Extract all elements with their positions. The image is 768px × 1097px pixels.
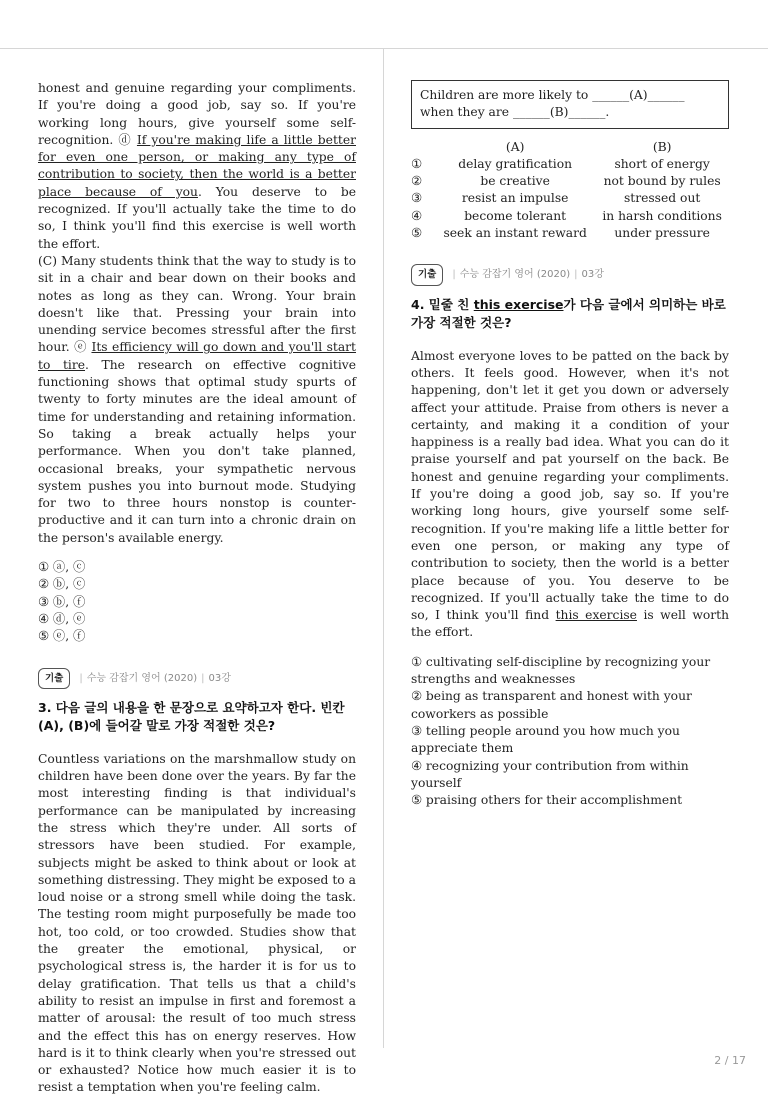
choice-row[interactable]: ④ become tolerant in harsh conditions: [411, 208, 722, 223]
lesson-code: 03강: [581, 269, 604, 281]
answer-option[interactable]: ③ ⓑ, ⓕ: [38, 594, 86, 609]
answer-options-q2: [38, 559, 356, 645]
answer-option[interactable]: ③ telling people around you how much you appreciate them: [411, 723, 680, 756]
q3-source-row: 기출 | 수능 감잡기 영어 (2020) | 03강: [38, 668, 356, 689]
question-3-title: 3. 다음 글의 내용을 한 문장으로 요약하고자 한다. 빈칸 (A), (B)에 들어갈 말로 가장 적절한 것은?: [38, 699, 345, 733]
choice-row[interactable]: ① delay gratification short of energy: [411, 156, 710, 171]
summary-box: Children are more likely to ______(A)______ when they are ______(B)______.: [411, 80, 729, 129]
passage-paragraph-c: (C) Many students think that the way to study is to sit in a chair and bear down on their books and notes as long as they can. Wrong. Your brain doesn't like that. Pressing your brain into unending service becomes stressful after the first hour. ⓔ Its efficiency will go down and you'll start to tire. The research on effective cognitive functioning shows that optimal study spurts of twenty to forty minutes are the ideal amount of time for understanding and retaining information. So taking a break actually helps your performance. When you don't take planned, occasional breaks, your sympathetic nervous system pushes you into burnout mode. Studying for two to three hours nonstop is counter-productive and it can turn into a chronic drain on the person's available energy.: [38, 253, 356, 545]
underlined-e: Its efficiency will go down and you'll start to tire: [38, 340, 356, 372]
answer-option[interactable]: ② being as transparent and honest with your coworkers as possible: [411, 689, 692, 721]
passage-continued-paragraph: honest and genuine regarding your compliments. If you're doing a good job, say so. If you're working long hours, give yourself some self-recognition. ⓓ If you're making life a little better for even one person, or making any type of contribution to society, then the world is a better place because of you. You deserve to be recognized. If you'll actually take the time to do so, I think you'll find this exercise is well worth the effort.: [38, 81, 356, 251]
choices-header: (A) (B): [505, 139, 672, 154]
left-column: [38, 80, 356, 1097]
page-number: 2 / 17: [714, 1054, 746, 1067]
answer-option[interactable]: ⑤ praising others for their accomplishment: [411, 793, 683, 808]
header-rule: [0, 48, 768, 49]
past-exam-badge: 기출: [38, 668, 70, 689]
answer-option[interactable]: ④ ⓓ, ⓔ: [38, 611, 86, 626]
past-exam-badge: 기출: [411, 264, 443, 285]
column-divider: [383, 48, 384, 1048]
source-label: 수능 감잡기 영어 (2020): [86, 672, 198, 684]
answer-options-q4: [411, 654, 729, 810]
right-column: [411, 80, 729, 809]
answer-option[interactable]: ① cultivating self-discipline by recognizing your strengths and weaknesses: [411, 654, 711, 687]
question-4-title: 4. 밑줄 친 this exercise가 다음 글에서 의미하는 바로 가장 적절한 것은?: [411, 296, 726, 330]
choice-row[interactable]: ③ resist an impulse stressed out: [411, 191, 701, 206]
answer-option[interactable]: ⑤ ⓔ, ⓕ: [38, 629, 86, 644]
answer-option[interactable]: ④ recognizing your contribution from within yourself: [411, 758, 689, 790]
choice-row[interactable]: ② be creative not bound by rules: [411, 174, 721, 189]
q4-source-row: 기출 | 수능 감잡기 영어 (2020) | 03강: [411, 264, 729, 285]
choices-table: [411, 139, 729, 243]
choice-row[interactable]: ⑤ seek an instant reward under pressure: [411, 226, 710, 241]
answer-option[interactable]: ② ⓑ, ⓒ: [38, 577, 86, 592]
answer-option[interactable]: ① ⓐ, ⓒ: [38, 560, 86, 575]
source-label: 수능 감잡기 영어 (2020): [459, 269, 571, 281]
underlined-d: If you're making life a little better for even one person, or making any type of contribution to society, then the world is a better place because of you: [38, 132, 356, 199]
question-3-passage: Countless variations on the marshmallow study on children have been done over the years. By far the most interesting finding is that individual's performance can be manipulated by increasing the stress which they're under. All sorts of stressors have been studied. For example, subjects might be asked to think about or look at something distressing. They might be exposed to a loud noise or a strong smell while doing the task. The testing room might purposefully be made too hot, too cold, or too crowded. Studies show that the greater the emotional, physical, or psychological stress is, the harder it is for us to delay gratification. That tells us that a child's ability to resist an impulse in first and foremost a matter of arousal: the result of too much stress and the effect this has on energy reserves. How hard is it to think clearly when you're stressed out or exhausted? Notice how much easier it is to resist a temptation when you're feeling calm.: [38, 751, 356, 1095]
question-4-passage: Almost everyone loves to be patted on the back by others. It feels good. However, when it's not happening, don't let it get you down or adversely affect your attitude. Praise from others is never a certainty, and making it a condition of your happiness is a really bad idea. What you can do it praise yourself and pat yourself on the back. Be honest and genuine regarding your compliments. If you're doing a good job, say so. If you're working long hours, give yourself some self-recognition. If you're making life a little better for even one person, or making any type of contribution to society, then the world is a better place because of you. You deserve to be recognized. If you'll actually take the time to do so, I think you'll find this exercise is well worth the effort.: [411, 348, 730, 640]
lesson-code: 03강: [208, 672, 231, 684]
